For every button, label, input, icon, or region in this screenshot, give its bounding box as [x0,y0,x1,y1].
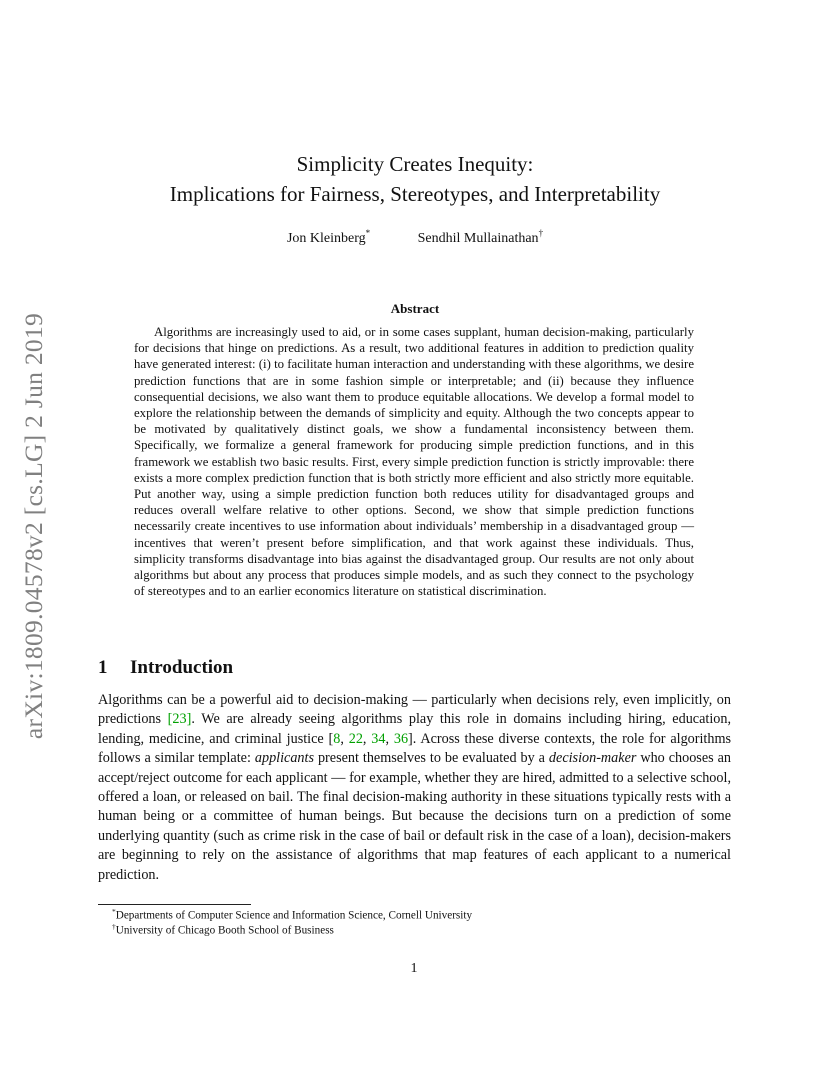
footnote-1-text: Departments of Computer Science and Information Science, Cornell University [115,909,473,922]
paper-title-line-1: Simplicity Creates Inequity: [296,152,534,176]
citation-link-36[interactable]: 36 [393,730,409,747]
abstract-body: Algorithms are increasingly used to aid, or in some cases supplant, human decision-making, particularly for decisions that hinge on predictions. As a result, two additional features in addition to prediction quality have generated interest: (i) to facilitate human interaction and understanding with these algorithms, we desire prediction functions that are in some fashion simple or interpretable; and (ii) because they influence consequential decisions, we also want them to produce equitable allocations. We develop a formal model to explore the relationship between the demands of simplicity and equity. Although the two concepts appear to be motivated by qualitatively distinct goals, we show a fundamental inconsistency between them. Specifically, we formalize a general framework for producing simple prediction functions, and in this framework we establish two basic results. First, every simple prediction function is strictly improvable: there exists a more complex prediction function that is both strictly more efficient and also strictly more equitable. Put another way, using a simple prediction function both reduces utility for disadvantaged groups and reduces overall welfare relative to other options. Second, we show that simple prediction functions necessarily create incentives to use information about individuals’ membership in a disadvantaged group — incentives that weren’t present before simplification, and that work against these individuals. Thus, simplicity transforms disadvantage into bias against the disadvantaged group. Our results are not only about algorithms but about any process that produces simple models, and as such they connect to the psychology of stereotypes and to an earlier economics literature on statistical discrimination. [134,325,694,599]
footnote-2-text: University of Chicago Booth School of Business [115,924,334,937]
page-number: 1 [410,961,418,976]
intro-text-3: ]. Across these diverse contexts, the role for algorithms follows a similar template: [98,730,732,767]
section-number: 1 [98,657,108,678]
intro-text-4: present themselves to be evaluated by a [314,750,549,767]
citation-separator: , [385,730,394,747]
intro-text-5: who chooses an accept/reject outcome for each applicant — for example, whether they are hired, admitted to a selective school, offered a loan, or released on bail. The final decision-making authority in these situations typically rests with a human being or a committee of human beings. But because the decisions turn on a prediction of some underlying quantity (such as crime risk in the case of bail or default risk in the case of a loan), decision-makers are beginning to rely on the assistance of algorithms that map features of each applicant to a numerical prediction. [98,750,731,883]
author-2-name: Sendhil Mullainathan [417,230,539,246]
citation-link-8[interactable]: 8 [333,730,341,747]
author-2-mark: † [538,228,544,238]
arxiv-sidebar [12,296,56,756]
arxiv-identifier: arXiv:1809.04578v2 [cs.LG] 2 Jun 2019 [19,312,48,740]
citation-separator: , [340,730,349,747]
paper-title-line-2: Implications for Fairness, Stereotypes, and Interpretability [169,182,661,206]
author-2 [418,228,543,247]
section-heading [98,657,233,679]
introduction-paragraph [98,691,731,885]
author-1 [287,228,370,247]
footnote-1 [112,907,472,922]
author-1-mark: * [365,228,371,238]
intro-emphasis-decision-maker: decision-maker [548,750,637,767]
author-1-name: Jon Kleinberg [286,230,366,246]
citation-link-22[interactable]: 22 [348,730,363,747]
footnote-1-mark: * [112,907,116,916]
abstract-heading: Abstract [390,301,440,316]
section-title: Introduction [130,657,234,678]
citation-separator: , [362,730,372,747]
citation-link-23[interactable]: [23] [167,711,192,728]
author-list [100,228,730,247]
intro-text-1: Algorithms can be a powerful aid to decision-making — particularly when decisions rely, even implicitly, on predictions [98,692,731,728]
footnote-divider [98,904,251,905]
citation-link-34[interactable]: 34 [371,730,386,747]
intro-emphasis-applicants: applicants [254,750,314,767]
footnote-2-mark: † [112,922,116,931]
intro-text-2: . We are already seeing algorithms play this role in domains including hiring, education, lending, medicine, and criminal justice [ [98,711,732,747]
footnote-2 [112,922,334,937]
